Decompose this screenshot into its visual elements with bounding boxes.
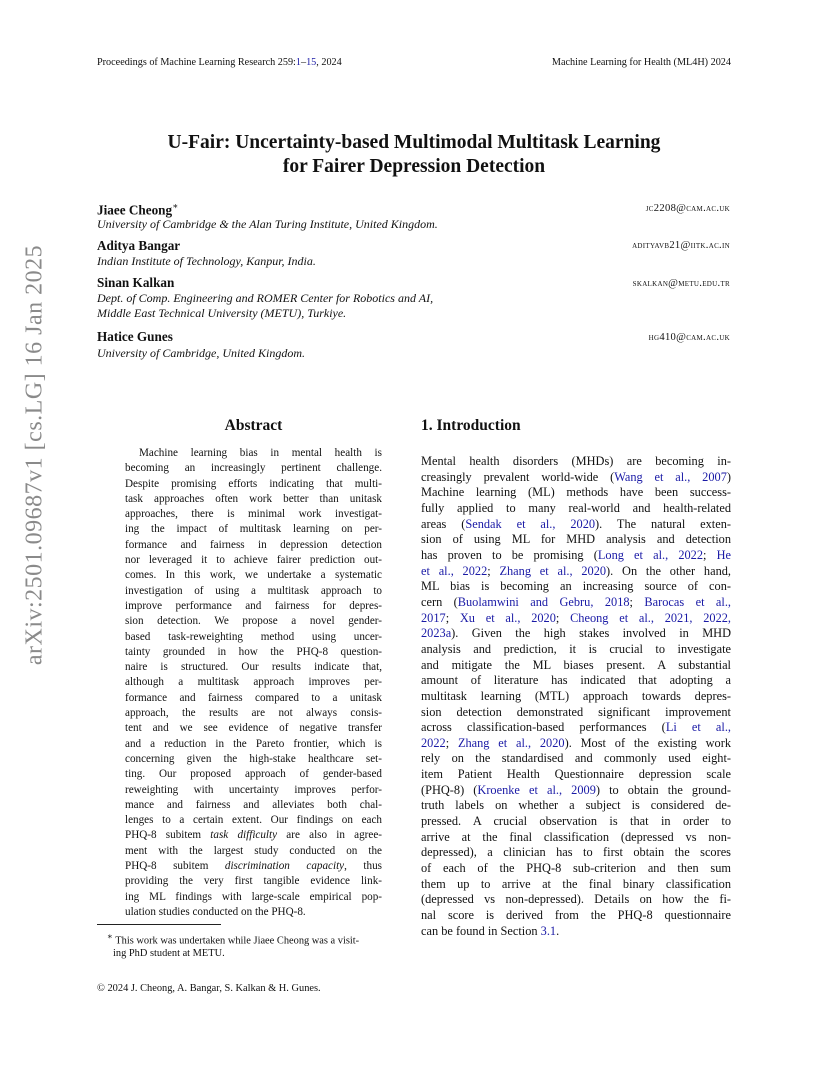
abstract-line: based task-reweighting method using uncer-: [125, 630, 382, 643]
introduction-line: cern (Buolamwini and Gebru, 2018; Barocas et al.,: [421, 594, 732, 609]
citation-link[interactable]: Buolamwini and Gebru, 2018: [457, 594, 630, 609]
citation-link[interactable]: 2022: [421, 735, 446, 750]
author-affiliation: University of Cambridge & the Alan Turing Institute, United Kingdom.: [97, 217, 438, 231]
abstract-line: task approaches often work better than unitask: [125, 492, 382, 505]
introduction-heading: 1. Introduction: [421, 417, 521, 434]
introduction-line: across classification-based performances (Li et al.,: [421, 720, 731, 735]
copyright: © 2024 J. Cheong, A. Bangar, S. Kalkan & H. Gunes.: [97, 983, 321, 994]
abstract-line: Despite promising efforts indicating that multi-: [125, 477, 382, 490]
citation-link[interactable]: He: [716, 547, 731, 562]
citation-link[interactable]: Xu et al., 2020: [459, 610, 556, 625]
abstract-line: ment with the largest study conducted on the: [125, 844, 382, 857]
abstract-line: although a multitask approach improves per-: [125, 676, 382, 689]
author-affiliation: Indian Institute of Technology, Kanpur, India.: [97, 254, 316, 268]
abstract-line: ing the impact of multitask learning on per-: [125, 523, 382, 536]
introduction-line: areas (Sendak et al., 2020). The natural exten-: [421, 516, 731, 531]
citation-link[interactable]: Sendak et al., 2020: [465, 516, 596, 531]
paper-title: [0, 131, 828, 179]
introduction-line: creasingly prevalent world-wide (Wang et al., 2007): [421, 469, 731, 484]
introduction-line: Machine learning (ML) methods have been success-: [421, 485, 731, 500]
abstract-heading: Abstract: [224, 417, 283, 434]
introduction-line: analysis and prediction, it is crucial to investigate: [421, 641, 731, 656]
author-name: Hatice Gunes: [97, 329, 173, 344]
introduction-line: pressed. A crucial observation is that in order to: [421, 814, 731, 829]
introduction-line: nal score is derived from the PHQ-8 questionnaire: [421, 908, 731, 923]
introduction-line: has proven to be promising (Long et al., 2022; He: [421, 547, 731, 562]
author-email[interactable]: skalkan@metu.edu.tr: [632, 278, 730, 289]
abstract-body: [125, 446, 382, 920]
running-header-left: Proceedings of Machine Learning Research 259:1–15, 2024: [97, 57, 342, 68]
author-affiliation: Dept. of Comp. Engineering and ROMER Center for Robotics and AI,: [97, 291, 434, 305]
introduction-line: depressed), a clinician has to first obtain the scores: [421, 845, 731, 860]
author-name: Jiaee Cheong∗: [97, 201, 179, 218]
abstract-line: approaches, there is minimal work investigat-: [125, 508, 382, 521]
abstract-line: Machine learning bias in mental health is: [139, 447, 382, 459]
author-name: Aditya Bangar: [97, 238, 181, 253]
abstract-line: lenges to a certain extent. Our findings on each: [125, 814, 382, 827]
abstract-line: becoming an increasingly pertinent challenge.: [125, 462, 382, 475]
introduction-line: rely on the standardised and commonly used eight-: [421, 751, 731, 766]
citation-link[interactable]: Zhang et al., 2020: [499, 563, 607, 578]
abstract-line: tent and we see evidence of negative transfer: [125, 722, 382, 735]
footnote: ∗ This work was undertaken while Jiaee Cheong was a visit- ing PhD student at METU.: [107, 931, 360, 960]
abstract-line: nor leveraged it to achieve fairer prediction out-: [125, 554, 382, 567]
arxiv-stamp: arXiv:2501.09687v1 [cs.LG] 16 Jan 2025: [21, 244, 48, 666]
abstract-line: mance and fairness and alleviates both chal-: [125, 798, 382, 811]
abstract-line: approach, the results are not always consis-: [125, 707, 382, 720]
introduction-line: sion of using ML for MHD analysis and detection: [421, 532, 731, 547]
page-link-last[interactable]: 15: [306, 57, 317, 68]
author-affiliation: Middle East Technical University (METU), Turkiye.: [97, 306, 347, 320]
introduction-line: fully applied to many real-world and health-related: [421, 500, 731, 515]
citation-link[interactable]: Wang et al., 2007: [614, 469, 727, 484]
introduction-line: 2022; Zhang et al., 2020). Most of the existing work: [421, 735, 732, 750]
introduction-line: 2023a). Given the high stakes involved in MHD: [421, 626, 731, 641]
introduction-line: ML bias is becoming an increasing source of con-: [421, 579, 731, 594]
abstract-line: improve performance and fairness for depres-: [125, 599, 382, 612]
abstract-line: investigation of using a multitask approach to: [125, 584, 382, 597]
citation-link[interactable]: Cheong et al., 2021, 2022,: [570, 610, 732, 625]
title-line-1: U-Fair: Uncertainty-based Multimodal Multitask Learning: [167, 132, 661, 153]
running-header-right: Machine Learning for Health (ML4H) 2024: [551, 57, 731, 68]
citation-link[interactable]: Barocas et al.,: [644, 594, 732, 609]
abstract-line: tainty grounded in how the PHQ-8 question-: [125, 645, 382, 658]
author-affiliation: University of Cambridge, United Kingdom.: [97, 346, 305, 360]
citation-link[interactable]: Li et al.,: [665, 720, 731, 735]
abstract-line: PHQ-8 subitem task difficulty are also in agree-: [125, 829, 382, 842]
introduction-line: 2017; Xu et al., 2020; Cheong et al., 2021, 2022,: [421, 610, 732, 625]
abstract-line: ting. Our proposed approach of gender-based: [125, 768, 382, 781]
footnote-rule: [97, 924, 221, 925]
citation-link[interactable]: Long et al., 2022: [597, 547, 704, 562]
citation-link[interactable]: Zhang et al., 2020: [457, 735, 565, 750]
author-email[interactable]: adityavb21@iitk.ac.in: [632, 240, 730, 251]
introduction-line: Mental health disorders (MHDs) are becoming in-: [421, 454, 731, 468]
introduction-line: amount of literature has indicated that adopting a: [421, 673, 731, 688]
introduction-line: (depressed vs non-depressed). Details on how the fi-: [421, 892, 731, 907]
abstract-line: naire is structured. Our results indicate that,: [125, 661, 382, 674]
introduction-line: truth labels on whether a subject is considered de-: [421, 798, 731, 813]
abstract-line: sion detection. We propose a novel gender-: [125, 615, 382, 628]
author-email[interactable]: hg410@cam.ac.uk: [648, 332, 730, 343]
introduction-line: can be found in Section 3.1.: [421, 923, 560, 938]
citation-link[interactable]: Kroenke et al., 2009: [477, 782, 596, 797]
introduction-line: multitask learning (MTL) approach towards depres-: [421, 688, 731, 703]
introduction-line: of each of the PHQ-8 sub-criterion and then sum: [421, 861, 731, 876]
author-name: Sinan Kalkan: [97, 275, 175, 290]
abstract-line: and a reduction in the Pareto frontier, which is: [125, 737, 382, 750]
introduction-line: them up to arrive at the final binary classification: [421, 876, 731, 891]
title-line-2: for Fairer Depression Detection: [282, 156, 546, 177]
abstract-line: reweighting with uncertainty improves perfor-: [125, 783, 382, 796]
introduction-body: [421, 454, 731, 939]
abstract-line: ing ML findings with large-scale empirical pop-: [125, 890, 382, 903]
abstract-line: concerning given the high-stake healthcare set-: [125, 752, 382, 765]
introduction-line: sion detection demonstrated significant improvement: [421, 704, 731, 719]
abstract-line: formance and fairness compared to a unitask: [125, 691, 382, 704]
introduction-line: arrive at the final classification (depressed vs non-: [421, 829, 731, 844]
citation-link[interactable]: 3.1: [540, 923, 557, 938]
page-link-first[interactable]: 1: [295, 57, 301, 68]
abstract-line: PHQ-8 subitem discrimination capacity, thus: [125, 860, 382, 873]
introduction-line: et al., 2022; Zhang et al., 2020). On the other hand,: [421, 563, 731, 578]
abstract-line: formance and fairness in depression detection: [125, 538, 382, 551]
citation-link[interactable]: 2017: [421, 610, 446, 625]
introduction-line: and mitigate the ML biases present. A substantial: [421, 657, 731, 672]
introduction-line: item Patient Health Questionnaire depression scale: [421, 767, 731, 782]
citation-link[interactable]: 2023a: [421, 626, 452, 641]
abstract-line: comes. In this work, we undertake a systematic: [125, 569, 382, 582]
introduction-line: (PHQ-8) (Kroenke et al., 2009) to obtain the ground-: [421, 782, 731, 797]
abstract-line: ulation studies conducted on the PHQ-8.: [125, 905, 306, 918]
citation-link[interactable]: et al., 2022: [421, 563, 488, 578]
abstract-line: providing the very first tangible evidence link-: [125, 875, 382, 888]
author-email[interactable]: jc2208@cam.ac.uk: [645, 203, 730, 214]
